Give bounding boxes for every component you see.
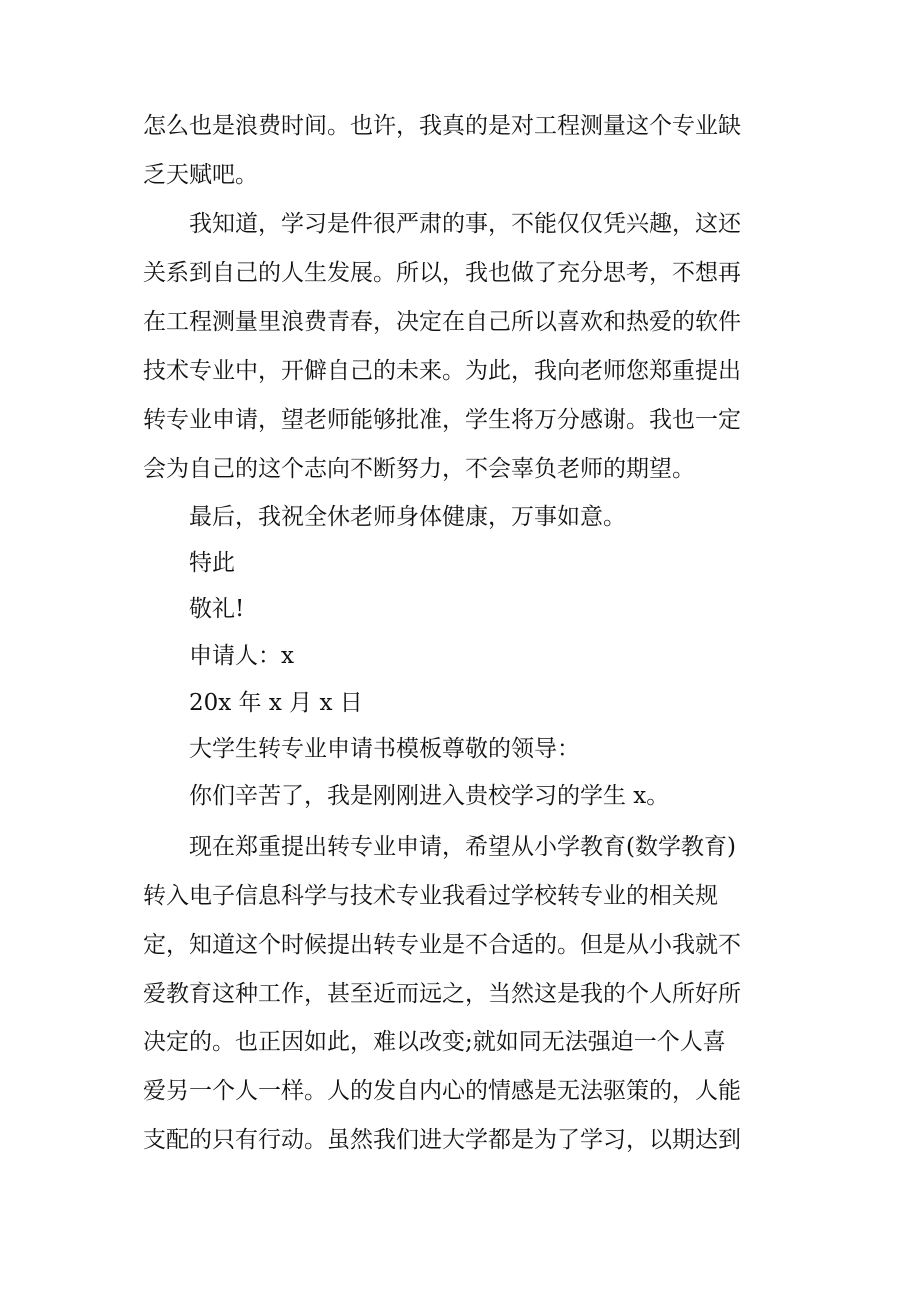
text-line: 在工程测量里浪费青春，决定在自己所以喜欢和热爱的软件 bbox=[143, 309, 741, 335]
text-line: 爱教育这种工作，甚至近而远之，当然这是我的个人所好所 bbox=[143, 981, 741, 1007]
text-line: 怎么也是浪费时间。也许，我真的是对工程测量这个专业缺 bbox=[143, 113, 741, 139]
text-line: 大学生转专业申请书模板尊敬的领导： bbox=[189, 736, 580, 762]
text-line: 乏天赋吧。 bbox=[143, 162, 258, 188]
text-line: 关系到自己的人生发展。所以，我也做了充分思考，不想再 bbox=[143, 260, 741, 286]
text-line: 爱另一个人一样。人的发自内心的情感是无法驱策的，人能 bbox=[143, 1078, 741, 1104]
text-line: 申请人：x bbox=[189, 643, 294, 669]
text-line: 转入电子信息科学与技术专业我看过学校转专业的相关规 bbox=[143, 883, 718, 909]
text-line: 我知道，学习是件很严肃的事，不能仅仅凭兴趣，这还 bbox=[189, 211, 741, 237]
text-line: 会为自己的这个志向不断努力，不会辜负老师的期望。 bbox=[143, 456, 695, 482]
text-line: 最后，我祝全休老师身体健康，万事如意。 bbox=[189, 504, 626, 530]
text-line: 特此 bbox=[189, 550, 235, 576]
text-line: 现在郑重提出转专业申请，希望从小学教育(数学教育) bbox=[189, 834, 736, 860]
text-line: 定，知道这个时候提出转专业是不合适的。但是从小我就不 bbox=[143, 932, 741, 958]
text-line: 决定的。也正因如此，难以改变;就如同无法强迫一个人喜 bbox=[143, 1029, 726, 1055]
text-line: 转专业申请，望老师能够批准，学生将万分感谢。我也一定 bbox=[143, 407, 741, 433]
text-line: 敬礼! bbox=[189, 596, 245, 622]
text-line: 技术专业中，开僻自己的未来。为此，我向老师您郑重提出 bbox=[143, 358, 741, 384]
text-line: 20x 年 x 月 x 日 bbox=[189, 690, 363, 716]
text-line: 你们辛苦了，我是刚刚进入贵校学习的学生 x。 bbox=[189, 783, 670, 809]
text-line: 支配的只有行动。虽然我们进大学都是为了学习，以期达到 bbox=[143, 1127, 741, 1153]
